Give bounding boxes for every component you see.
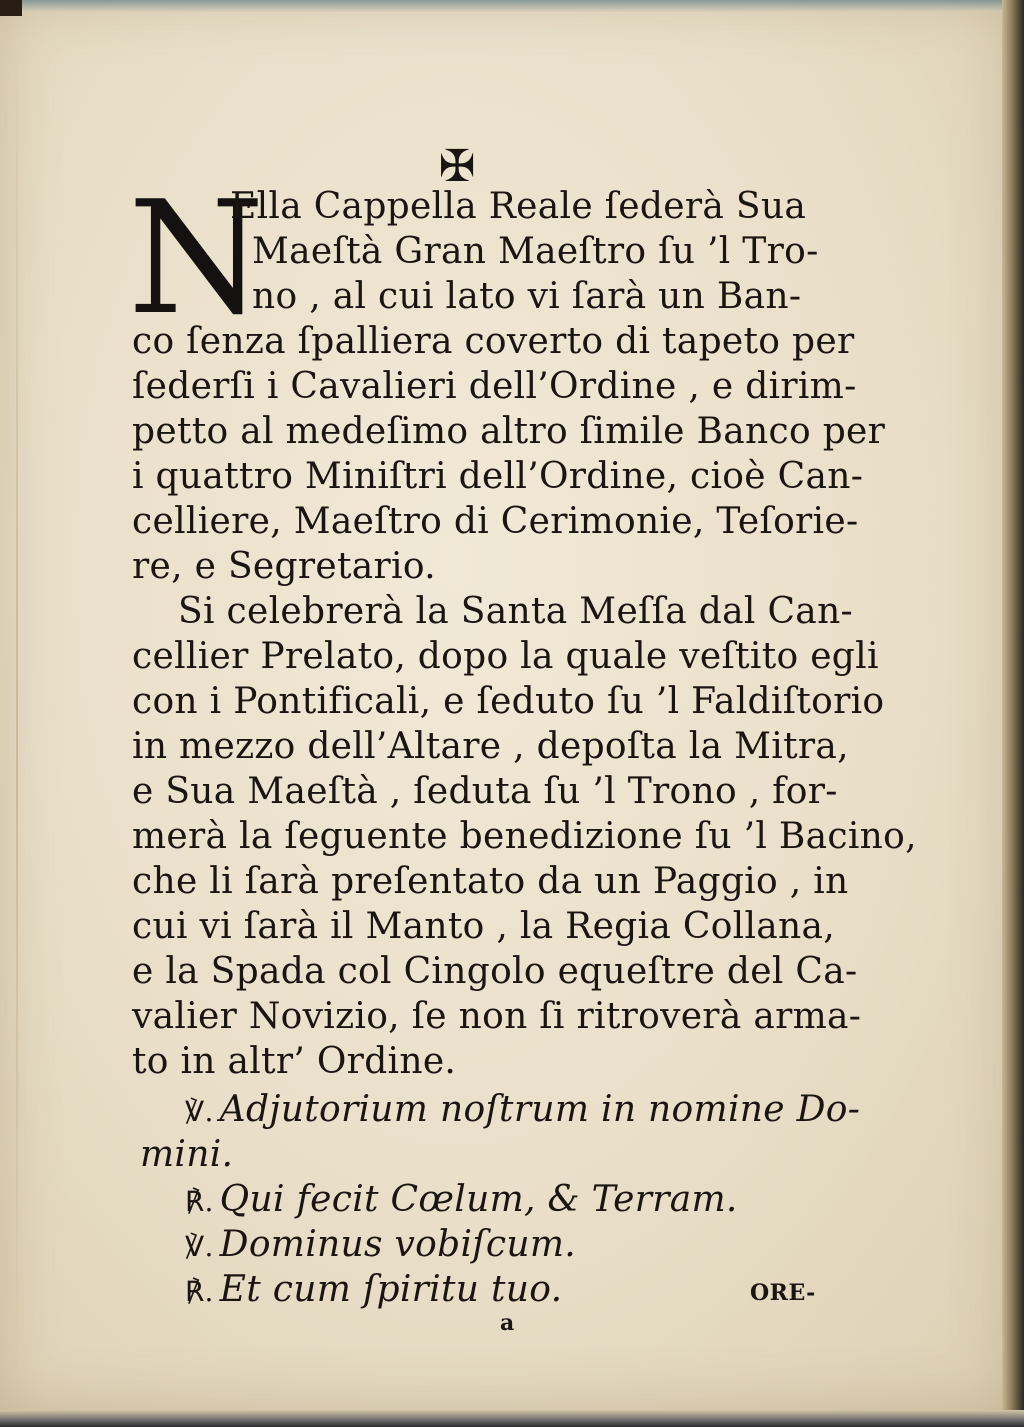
response-line (185, 1178, 738, 1224)
paragraph2-line: e Sua Maeſtà , ſeduta ſu ’l Trono , for- (132, 771, 838, 812)
paragraph2-line: cui vi ſarà il Manto , la Regia Collana, (132, 906, 836, 947)
cross-ornament-icon: ✠ (438, 141, 476, 192)
signature-mark: a (500, 1310, 515, 1336)
paragraph2-line: valier Novizio, ſe non ſi ritroverà arma- (132, 996, 862, 1037)
versicle-continuation (140, 1133, 233, 1177)
paragraph1-line: re, e Segretario. (132, 546, 436, 587)
paragraph1-line: ſederſi i Cavalieri dell’Ordine , e dirim- (132, 366, 857, 407)
paragraph2-line: e la Spada col Cingolo equeſtre del Ca- (132, 951, 858, 992)
versicle-text: mini. (140, 1134, 234, 1175)
paragraph2-line: Si celebrerà la Santa Meſſa dal Can- (178, 591, 854, 632)
paragraph1-line: i quattro Miniſtri dell’Ordine, cioè Can- (132, 456, 864, 497)
versicle-line (185, 1223, 576, 1269)
paragraph1-line: petto al medeſimo altro ſimile Banco per (132, 411, 886, 452)
paragraph1-line: Ella Cappella Reale ſederà Sua (230, 186, 807, 227)
versicle-mark: ℣. (185, 1230, 214, 1263)
paragraph2-line: cellier Prelato, dopo la quale veſtito egli (132, 636, 879, 677)
paragraph2-line: con i Pontificali, e ſeduto ſu ’l Faldiſtorio (132, 681, 885, 722)
paragraph2-line: in mezzo dell’Altare , depoſta la Mitra, (132, 726, 849, 767)
response-text: Et cum ſpiritu tuo. (219, 1269, 563, 1310)
response-mark: ℟. (185, 1185, 214, 1218)
versicle-text: Dominus vobiſcum. (219, 1224, 577, 1265)
paragraph1-line: co ſenza ſpalliera coverto di tapeto per (132, 321, 855, 362)
paragraph1-line: Maeſtà Gran Maeſtro ſu ’l Tro- (252, 231, 819, 272)
versicle-text: Adjutorium noſtrum in nomine Do- (219, 1089, 861, 1130)
versicle-mark: ℣. (185, 1095, 214, 1128)
paragraph2-line: to in altr’ Ordine. (132, 1041, 457, 1082)
catchword: ORE- (750, 1280, 816, 1306)
versicle-line (185, 1088, 860, 1134)
paragraph1-line: celliere, Maeſtro di Cerimonie, Teſorie- (132, 501, 859, 542)
paragraph2-line: che li ſarà preſentato da un Paggio , in (132, 861, 849, 902)
response-line (185, 1268, 562, 1314)
drop-cap-initial: N (128, 167, 265, 349)
response-mark: ℟. (185, 1275, 214, 1308)
paragraph2-line: merà la ſeguente benedizione ſu ’l Bacino, (132, 816, 917, 857)
response-text: Qui fecit Cœlum, & Terram. (219, 1179, 738, 1220)
paragraph1-line: no , al cui lato vi ſarà un Ban- (252, 276, 802, 317)
